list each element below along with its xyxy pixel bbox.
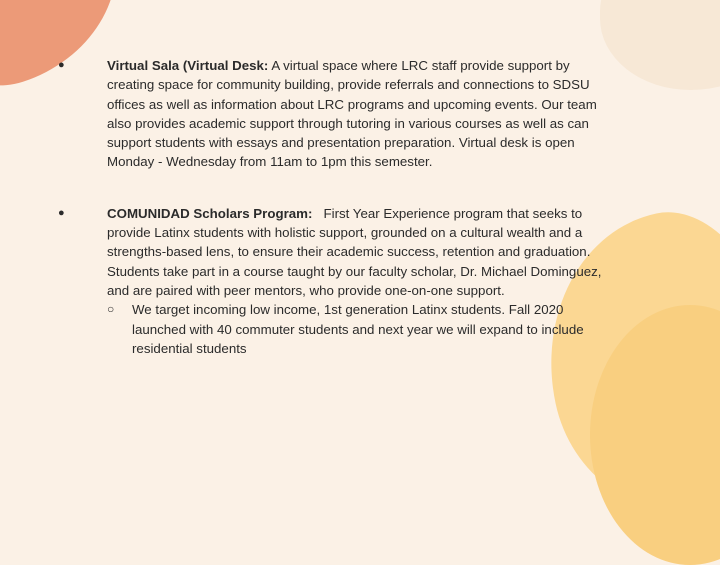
item-description: A virtual space where LRC staff provide support by creating space for community building, provide referrals and connections to SDSU offices as well as information about LRC programs and upcoming events. Our team also provides academic support through tutoring in various courses as well as can support students with essays and presentation preparation. Virtual desk is open Monday - Wednesday from 11am to 1pm this semester. <box>107 58 597 170</box>
slide-body <box>58 56 618 358</box>
item-description: First Year Experience program that seeks to provide Latinx students with holistic support, grounded on a cultural wealth and a strengths-based lens, to ensure their academic success, retention and graduation. Students take part in a course taught by our faculty scholar, Dr. Michael Dominguez, and are paired with peer mentors, who provide one-on-one support. <box>107 205 606 298</box>
item-heading: COMUNIDAD Scholars Program: <box>107 205 313 221</box>
bullet-icon: ● <box>58 59 65 71</box>
bullet-icon: ● <box>58 206 65 219</box>
sub-item-text: We target incoming low income, 1st generation Latinx students. Fall 2020 launched with 40 commuter students and next year we will expand to include residential students <box>132 302 584 356</box>
list-item-virtual-sala <box>58 56 618 172</box>
list-item-comunidad-scholars <box>58 204 618 358</box>
open-bullet-icon: ○ <box>107 302 115 317</box>
item-heading: Virtual Sala (Virtual Desk: <box>107 58 269 73</box>
sub-list-item <box>107 300 618 358</box>
decorative-shape-top-right <box>600 0 720 90</box>
